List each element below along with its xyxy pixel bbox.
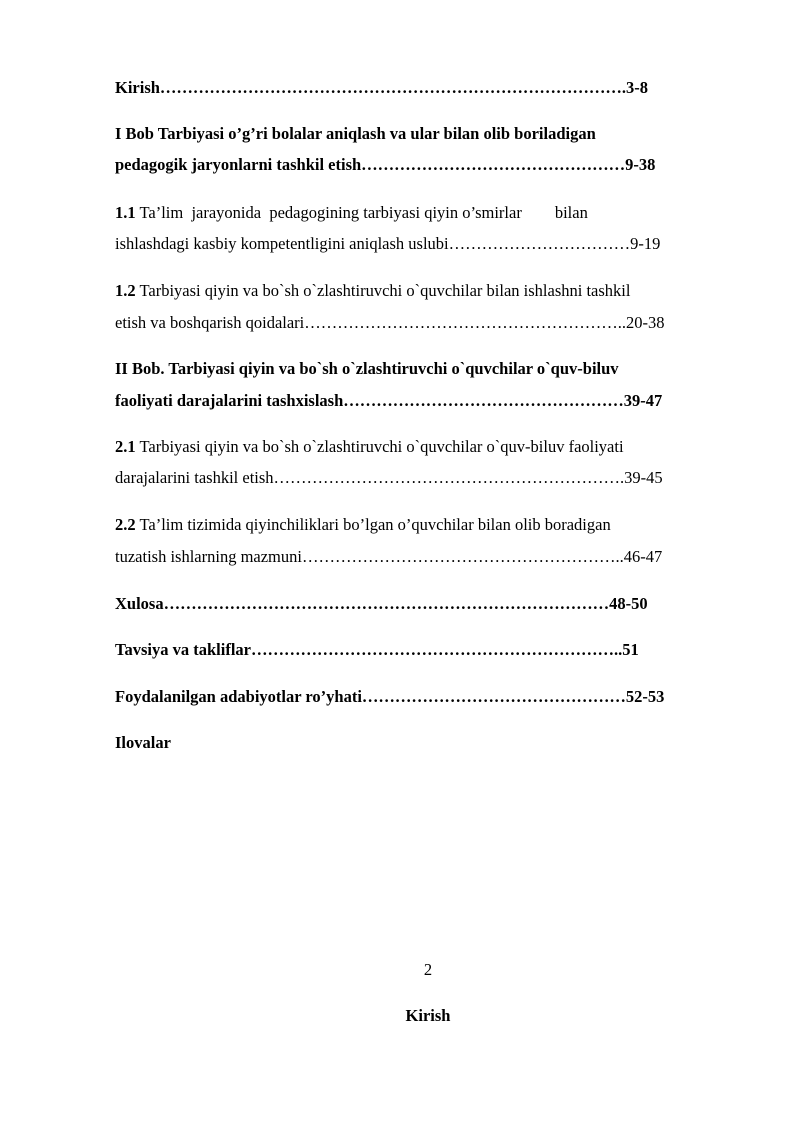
toc-chapter-1-line-1: I Bob Tarbiyasi o’g’ri bolalar aniqlash va ular bilan olib boriladigan [115, 124, 596, 143]
toc-chapter-2-line-1: II Bob. Tarbiyasi qiyin va bo`sh o`zlashtiruvchi o`quvchilar o`quv-biluv [115, 359, 619, 378]
toc-entry-xulosa: Xulosa………………………………………………………………………48-50 [115, 594, 648, 613]
toc-entry-tavsiya: Tavsiya va takliflar…………………………………………………………..51 [115, 640, 639, 659]
toc-section-2-1-title: Tarbiyasi qiyin va bo`sh o`zlashtiruvchi o`quvchilar o`quv-biluv faoliyati [135, 437, 624, 456]
toc-section-1-2-line-1 [115, 281, 630, 301]
toc-entry-kirish: Kirish………………………………………………………………………….3-8 [115, 78, 649, 97]
toc-section-1-2-number: 1.2 [115, 281, 136, 300]
toc-section-2-2-title: Ta’lim tizimida qiyinchiliklari bo’lgan o’quvchilar bilan olib boradigan [135, 515, 611, 534]
toc-section-1-2-line-2: etish va boshqarish qoidalari…………………………………………………..20-38 [115, 313, 665, 332]
toc-section-2-1-number: 2.1 [115, 437, 136, 456]
toc-section-1-1-title: Ta’lim jarayonida pedagogining tarbiyasi qiyin o’smirlar bilan [135, 203, 588, 222]
next-page-heading: Kirish [405, 1006, 451, 1025]
toc-section-1-1-number: 1.1 [115, 203, 136, 222]
toc-entry-adabiyotlar: Foydalanilgan adabiyotlar ro’yhati…………………………………………52-53 [115, 687, 665, 706]
page-number: 2 [423, 960, 433, 979]
toc-section-2-1-line-1 [115, 437, 624, 457]
toc-chapter-2-line-2: faoliyati darajalarini tashxislash……………………………………………39-47 [115, 391, 663, 410]
toc-section-1-1-line-1 [115, 203, 588, 223]
toc-entry-ilovalar: Ilovalar [115, 733, 171, 752]
toc-section-2-2-line-1 [115, 515, 611, 535]
toc-section-2-1-line-2: darajalarini tashkil etish……………………………………………………….39-45 [115, 468, 663, 487]
toc-chapter-1-line-2: pedagogik jaryonlarni tashkil etish…………………………………………9-38 [115, 155, 656, 174]
toc-section-2-2-number: 2.2 [115, 515, 136, 534]
toc-section-1-2-title: Tarbiyasi qiyin va bo`sh o`zlashtiruvchi o`quvchilar bilan ishlashni tashkil [135, 281, 631, 300]
toc-section-2-2-line-2: tuzatish ishlarning mazmuni…………………………………………………..46-47 [115, 547, 663, 566]
toc-section-1-1-line-2: ishlashdagi kasbiy kompetentligini aniqlash uslubi……………………………9-19 [115, 234, 661, 253]
